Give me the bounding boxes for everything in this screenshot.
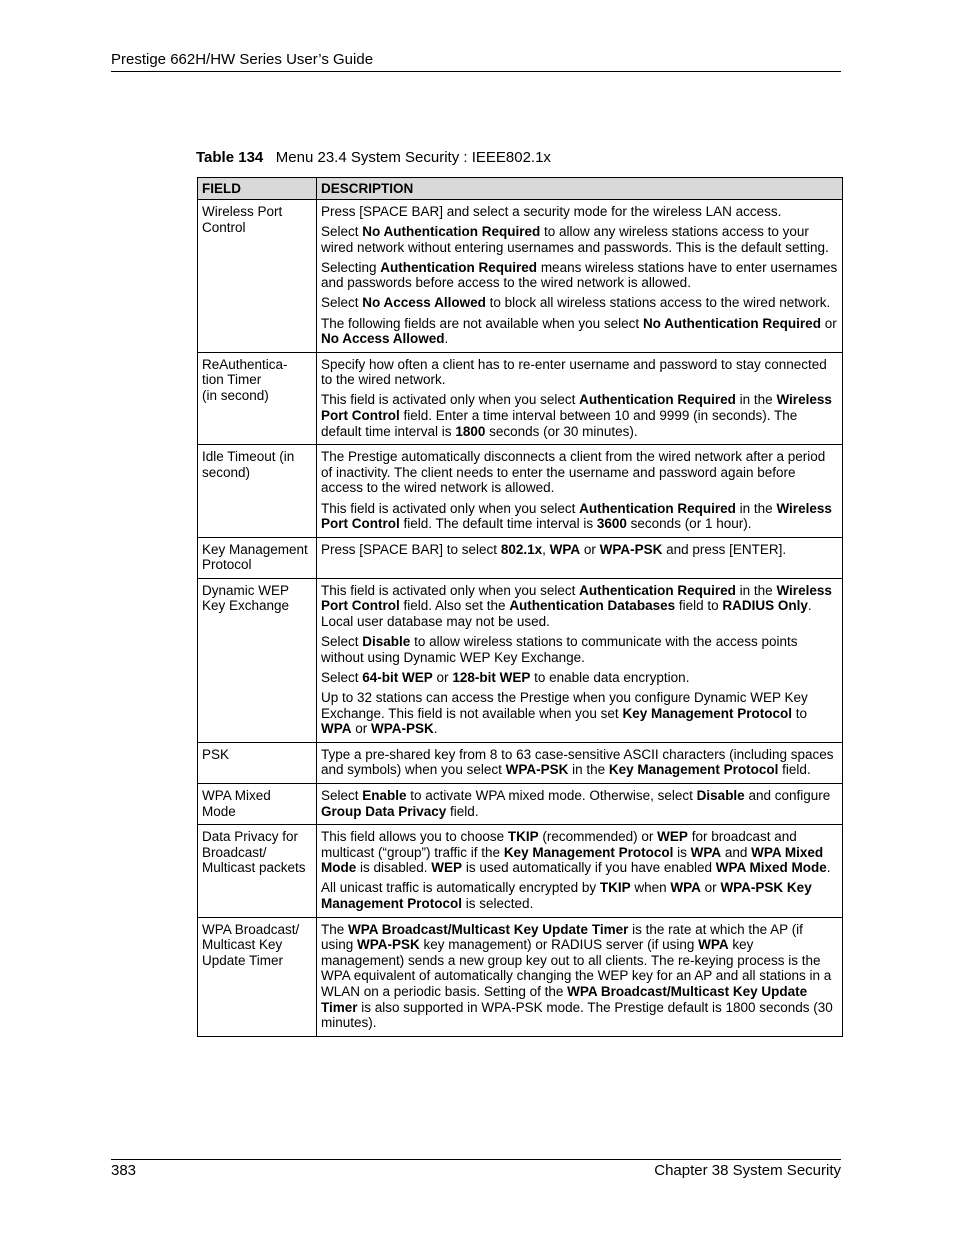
description-text: The following fields are not available when you select	[321, 315, 643, 331]
field-name-cell	[198, 917, 317, 1036]
field-name-line: Idle Timeout (in	[202, 449, 295, 465]
description-text: or	[351, 721, 372, 737]
emphasized-term: 128-bit WEP	[452, 669, 531, 685]
description-text: is used automatically if you have enabled	[462, 860, 716, 876]
emphasized-term: Key Management Protocol	[608, 762, 779, 778]
emphasized-term: No Access Allowed	[362, 295, 486, 311]
field-name-cell	[198, 578, 317, 742]
description-text: and	[721, 844, 752, 860]
description-cell	[317, 825, 843, 917]
description-paragraph	[321, 788, 838, 819]
emphasized-term: Authentication Required	[380, 259, 538, 275]
emphasized-term: WPA	[670, 880, 701, 896]
field-name-cell	[198, 783, 317, 824]
field-name-line: second)	[202, 464, 251, 480]
field-name-line: Dynamic WEP	[202, 582, 290, 598]
description-text: field.	[778, 762, 811, 778]
table-body	[198, 200, 843, 1037]
description-text: .	[433, 721, 438, 737]
emphasized-term: Disable	[362, 634, 411, 650]
description-cell	[317, 783, 843, 824]
field-name-cell	[198, 742, 317, 783]
description-text: .	[826, 860, 831, 876]
description-text: Select	[321, 669, 363, 685]
emphasized-term: WPA	[690, 844, 722, 860]
description-text: is also supported in WPA-PSK mode. The Prestige default is 1800 seconds (30 minutes).	[321, 999, 833, 1031]
emphasized-term: Authentication Required	[579, 500, 736, 516]
emphasized-term: WPA	[549, 541, 581, 557]
emphasized-term: WPA	[698, 937, 729, 953]
description-text: or	[432, 669, 453, 685]
description-text: field to	[675, 598, 723, 614]
emphasized-term: WPA Mixed Mode	[321, 844, 824, 876]
emphasized-term: Wireless Port Control	[321, 392, 832, 424]
emphasized-term: Authentication Required	[579, 582, 736, 598]
field-name-line: Mode	[202, 803, 236, 819]
field-name-line: Broadcast/	[202, 844, 267, 860]
description-text: or	[820, 315, 837, 331]
description-cell	[317, 445, 843, 537]
description-text: This field allows you to choose	[321, 829, 508, 845]
description-text: .	[444, 331, 449, 347]
field-name-cell	[198, 200, 317, 353]
description-text: Up to 32 stations can access the Prestige when you configure Dynamic WEP Key Exchange. This field is not available when you set	[321, 689, 808, 721]
emphasized-term: WPA Mixed Mode	[715, 860, 827, 876]
field-name-line: WPA Broadcast/	[202, 921, 300, 937]
description-text: key management) sends a new group key out to all clients. The re-keying process is the WPA equivalent of automatically changing the WEP key for an AP and all stations in a WLAN on a periodic basis. Setting of the	[321, 937, 832, 999]
description-paragraph	[321, 583, 838, 630]
emphasized-term: WPA-PSK Key Management Protocol	[321, 880, 812, 911]
description-text: means wireless stations have to enter usernames and passwords before access to the wired network is allowed.	[321, 259, 838, 291]
emphasized-term: Authentication Databases	[509, 598, 676, 614]
description-text: This field is activated only when you select	[321, 582, 580, 598]
emphasized-term: Wireless Port Control	[321, 500, 832, 532]
description-text: ,	[542, 541, 550, 557]
header-divider	[111, 71, 841, 72]
field-name-line: ReAuthentica-	[202, 356, 288, 372]
emphasized-term: No Access Allowed	[321, 331, 445, 347]
description-paragraph	[321, 260, 838, 291]
description-cell	[317, 200, 843, 353]
emphasized-term: 1800	[455, 423, 486, 439]
table-row	[198, 578, 843, 742]
description-text: and press [ENTER].	[662, 541, 787, 557]
emphasized-term: WPA Broadcast/Multicast Key Update Timer	[321, 983, 808, 1015]
description-paragraph	[321, 204, 838, 220]
description-paragraph	[321, 747, 838, 778]
emphasized-term: RADIUS Only	[722, 598, 808, 614]
emphasized-term: Key Management Protocol	[503, 844, 674, 860]
description-text: . Local user database may not be used.	[321, 598, 812, 630]
description-paragraph	[321, 829, 838, 876]
table-row	[198, 825, 843, 917]
emphasized-term: WPA Broadcast/Multicast Key Update Timer	[348, 921, 629, 937]
emphasized-term: 64-bit WEP	[362, 669, 433, 685]
field-name-cell	[198, 352, 317, 444]
emphasized-term: WEP	[657, 829, 688, 845]
description-text: in the	[735, 392, 777, 408]
description-text: field. Enter a time interval between 10 and 9999 (in seconds). The default time interval is	[321, 408, 798, 439]
field-name-cell	[198, 825, 317, 917]
field-name-cell	[198, 445, 317, 537]
description-text: or	[580, 541, 600, 557]
description-text: Press [SPACE BAR] and select a security mode for the wireless LAN access.	[321, 204, 782, 219]
field-name-line: Key Management	[202, 541, 308, 557]
description-text: Select	[321, 787, 363, 803]
emphasized-term: WEP	[431, 860, 463, 876]
description-text: seconds (or 1 hour).	[626, 516, 752, 532]
table-row	[198, 917, 843, 1036]
description-text: (recommended) or	[538, 829, 658, 845]
description-paragraph	[321, 295, 838, 311]
table-caption-text: Menu 23.4 System Security : IEEE802.1x	[275, 149, 551, 166]
field-name-line: WPA Mixed	[202, 787, 271, 803]
table-row	[198, 352, 843, 444]
field-name-line: Update Timer	[202, 952, 284, 968]
column-header-field: FIELD	[198, 178, 317, 200]
table-row	[198, 783, 843, 824]
table-header-row	[198, 178, 843, 200]
emphasized-term: WPA-PSK	[357, 937, 420, 953]
description-paragraph	[321, 501, 838, 532]
field-name-line: (in second)	[202, 387, 269, 403]
emphasized-term: Disable	[696, 787, 745, 803]
description-text: seconds (or 30 minutes).	[485, 423, 638, 439]
description-text: Select	[321, 224, 363, 240]
description-text: in the	[568, 762, 609, 778]
description-text: field.	[446, 803, 479, 819]
emphasized-term: WPA-PSK	[371, 721, 434, 737]
description-text: This field is activated only when you select	[321, 392, 580, 408]
description-text: Specify how often a client has to re-enter username and password to stay connected to the wired network.	[321, 356, 827, 388]
description-paragraph	[321, 634, 838, 665]
emphasized-term: TKIP	[599, 880, 631, 896]
description-paragraph	[321, 449, 838, 496]
emphasized-term: Wireless Port Control	[321, 582, 832, 614]
description-paragraph	[321, 224, 838, 255]
field-name-line: Multicast packets	[202, 860, 306, 876]
table-row	[198, 742, 843, 783]
emphasized-term: WPA-PSK	[599, 541, 663, 557]
table-caption	[196, 149, 551, 166]
emphasized-term: Authentication Required	[579, 392, 736, 408]
description-text: to enable data encryption.	[530, 669, 690, 685]
emphasized-term: No Authentication Required	[642, 315, 821, 331]
field-name-line: Protocol	[202, 557, 252, 573]
description-paragraph	[321, 880, 838, 911]
description-text: field. The default time interval is	[399, 516, 597, 532]
column-header-description: DESCRIPTION	[317, 178, 843, 200]
description-text: to activate WPA mixed mode. Otherwise, select	[406, 787, 697, 803]
footer-divider	[111, 1159, 841, 1160]
description-text: key management) or RADIUS server (if using	[419, 937, 699, 953]
field-name-line: Data Privacy for	[202, 829, 299, 845]
field-description-table	[197, 177, 843, 1037]
description-text: Select	[321, 634, 363, 650]
description-paragraph	[321, 670, 838, 686]
emphasized-term: WPA-PSK	[505, 762, 569, 778]
field-name-cell	[198, 537, 317, 578]
description-cell	[317, 917, 843, 1036]
running-header-title: Prestige 662H/HW Series User’s Guide	[111, 51, 374, 68]
description-text: Selecting	[321, 259, 381, 275]
description-text: in the	[735, 582, 777, 598]
field-name-line: tion Timer	[202, 372, 262, 388]
description-text: is disabled.	[356, 860, 432, 876]
description-cell	[317, 742, 843, 783]
emphasized-term: 802.1x	[500, 541, 543, 557]
emphasized-term: 3600	[596, 516, 627, 532]
field-name-line: Key Exchange	[202, 598, 290, 614]
description-text: Press [SPACE BAR] to select	[321, 541, 501, 557]
description-cell	[317, 537, 843, 578]
description-text: and configure	[744, 787, 831, 803]
emphasized-term: WPA	[321, 721, 352, 737]
description-paragraph	[321, 542, 838, 558]
field-name-line: PSK	[202, 746, 230, 762]
description-paragraph	[321, 357, 838, 388]
field-name-line: Multicast Key	[202, 937, 283, 953]
description-text: for broadcast and multicast (“group”) traffic if the	[321, 829, 797, 860]
description-text: to block all wireless stations access to the wired network.	[485, 295, 831, 311]
emphasized-term: Key Management Protocol	[622, 705, 792, 721]
emphasized-term: TKIP	[507, 829, 539, 845]
description-text: is the rate at which the AP (if using	[321, 921, 803, 953]
description-text: This field is activated only when you select	[321, 500, 580, 516]
emphasized-term: No Authentication Required	[362, 224, 541, 240]
description-text: to allow wireless stations to communicate with the access points without using Dynamic WEP Key Exchange.	[321, 634, 798, 665]
description-text: Select	[321, 295, 363, 311]
description-paragraph	[321, 922, 838, 1031]
description-text: The Prestige automatically disconnects a client from the wired network after a period of inactivity. The client needs to enter the username and password again before access to the wired network is allowed.	[321, 449, 826, 496]
description-cell	[317, 352, 843, 444]
emphasized-term: Enable	[362, 787, 407, 803]
field-name-line: Wireless Port	[202, 204, 283, 219]
description-text: All unicast traffic is automatically encrypted by	[321, 880, 600, 896]
table-row	[198, 537, 843, 578]
table-row	[198, 445, 843, 537]
description-text: Type a pre-shared key from 8 to 63 case-sensitive ASCII characters (including spaces and symbols) when you select	[321, 746, 834, 778]
description-text: to	[791, 705, 807, 721]
description-text: to allow any wireless stations access to your wired network without entering usernames and passwords. This is the default setting.	[321, 224, 829, 255]
field-name-line: Control	[202, 219, 246, 235]
description-paragraph	[321, 392, 838, 439]
table-row	[198, 200, 843, 353]
description-text: when	[630, 880, 671, 896]
table-caption-label: Table 134	[196, 149, 264, 166]
description-text: field. Also set the	[399, 598, 510, 614]
description-text: is selected.	[462, 895, 534, 911]
description-text: or	[700, 880, 721, 896]
chapter-title: Chapter 38 System Security	[654, 1162, 841, 1179]
page-number: 383	[111, 1162, 137, 1179]
description-text: The	[321, 921, 349, 937]
description-text: in the	[735, 500, 777, 516]
emphasized-term: Group Data Privacy	[321, 803, 447, 819]
description-paragraph	[321, 316, 838, 347]
description-text: is	[673, 844, 691, 860]
description-cell	[317, 578, 843, 742]
description-paragraph	[321, 690, 838, 737]
